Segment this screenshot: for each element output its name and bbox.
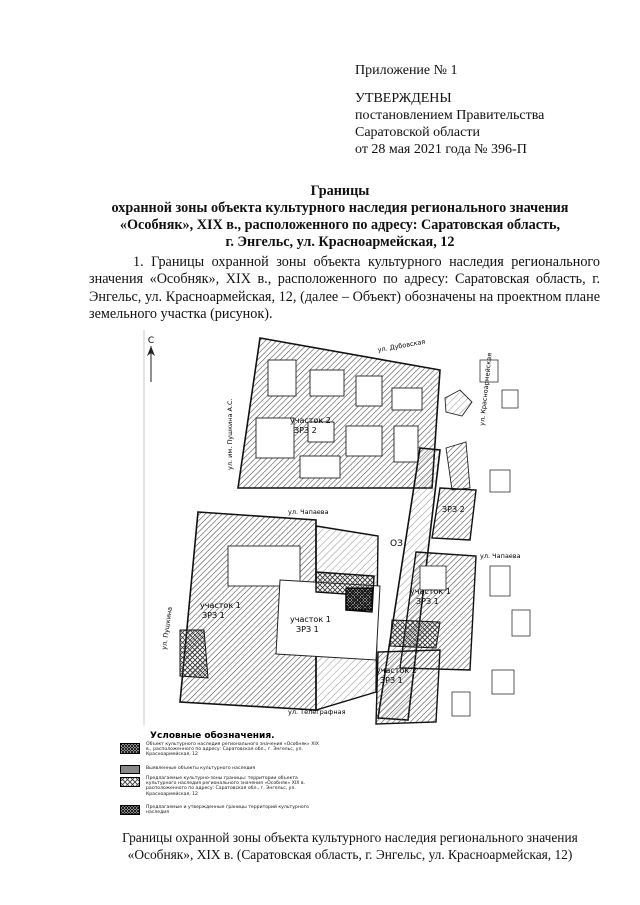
legend-swatch-proposed-icon — [120, 777, 140, 787]
zone-code-right-mid: ЗРЗ 1 — [416, 597, 439, 606]
site-plan-drawing — [140, 330, 542, 746]
street-label-bottom: ул. Телеграфная — [288, 708, 346, 716]
figure-caption — [70, 830, 630, 863]
street-label-mid-left: ул. Чапаева — [288, 508, 329, 516]
zone-label-right-mid: участок 1 — [410, 587, 451, 596]
legend-item — [120, 765, 320, 775]
legend-title: Условные обозначения. — [150, 731, 275, 741]
caption-line-1: Границы охранной зоны объекта культурного наследия регионального значения — [122, 830, 578, 845]
approval-block — [355, 62, 625, 158]
street-label-top: ул. Дубовская — [376, 337, 426, 354]
legend-text-proposed: Предлагаемые культурно-зоны границы: территории объекта культурного наследия регионального значения «Особняк» XIX в. расположенного по адресу: Саратовская обл., г. Энгельс, ул. Красноармейская, 12 — [146, 776, 306, 797]
zone-code-right-upper: ЗРЗ 2 — [442, 505, 465, 514]
north-label: С — [147, 336, 155, 346]
zone-label-left: участок 1 — [200, 601, 241, 610]
zone-label-center: участок 1 — [290, 615, 331, 624]
zone-label-bottom: участок 2 — [376, 666, 417, 675]
zone-code-left: ЗРЗ 1 — [202, 611, 225, 620]
approval-line-1: постановлением Правительства — [355, 108, 545, 123]
title-line-1: Границы — [310, 183, 370, 199]
legend-text-heritage: Объект культурного наследия регионального значения «Особняк» XIX в., расположенного по адресу: Саратовская обл., г. Энгельс, ул. Красноармейская, 12 — [146, 742, 319, 758]
appendix-number: Приложение № 1 — [355, 63, 458, 78]
legend-text-identified: Выявленные объекты культурного наследия — [146, 766, 256, 771]
legend — [120, 743, 320, 823]
title-line-4: г. Энгельс, ул. Красноармейская, 12 — [225, 234, 455, 250]
street-label-mid-right: ул. Чапаева — [480, 552, 521, 560]
title-line-2: охранной зоны объекта культурного наследия регионального значения — [111, 200, 569, 216]
title-line-3: «Особняк», XIX в., расположенного по адресу: Саратовская область, — [119, 217, 561, 233]
legend-text-approved: Предлагаемые и утвержденные границы территорий культурного наследия — [146, 805, 309, 816]
bottom-block-zone — [376, 650, 440, 724]
legend-item — [120, 777, 320, 801]
zone-code-center: ЗРЗ 1 — [296, 625, 319, 634]
caption-line-2: «Особняк», XIX в. (Саратовская область, г. Энгельс, ул. Красноармейская, 12) — [127, 846, 573, 862]
street-label-right: ул. Красноармейская — [478, 352, 494, 427]
zone-code-top: ЗРЗ 2 — [294, 426, 317, 435]
body-paragraph: 1. Границы охранной зоны объекта культурного наследия регионального значения «Особняк», XIX в., расположенного по адресу: Саратовская область, г. Энгельс, ул. Красноармейская, 12, (далее – Объект) обозначены на проектном плане земельного участка (рисунок). — [89, 254, 600, 323]
approved-label: УТВЕРЖДЕНЫ — [355, 91, 452, 106]
approval-line-2: Саратовской области — [355, 125, 480, 140]
legend-swatch-approved-icon — [120, 805, 140, 815]
zone-code-bottom: ЗРЗ 1 — [380, 676, 403, 685]
legend-item — [120, 805, 320, 819]
legend-item — [120, 743, 320, 763]
heritage-object-building — [346, 588, 372, 610]
zone-label-top: участок 2 — [290, 416, 331, 425]
legend-swatch-identified-icon — [120, 765, 140, 774]
site-plan-map — [140, 330, 542, 746]
street-label-bottom-left: ул. Пушкина — [160, 606, 174, 651]
legend-swatch-heritage-icon — [120, 743, 140, 754]
approval-line-3: от 28 мая 2021 года № 396-П — [355, 142, 527, 157]
street-label-left: ул. им. Пушкина А.С. — [226, 398, 234, 470]
oz-label: ОЗ — [390, 539, 403, 549]
document-title — [60, 183, 620, 251]
